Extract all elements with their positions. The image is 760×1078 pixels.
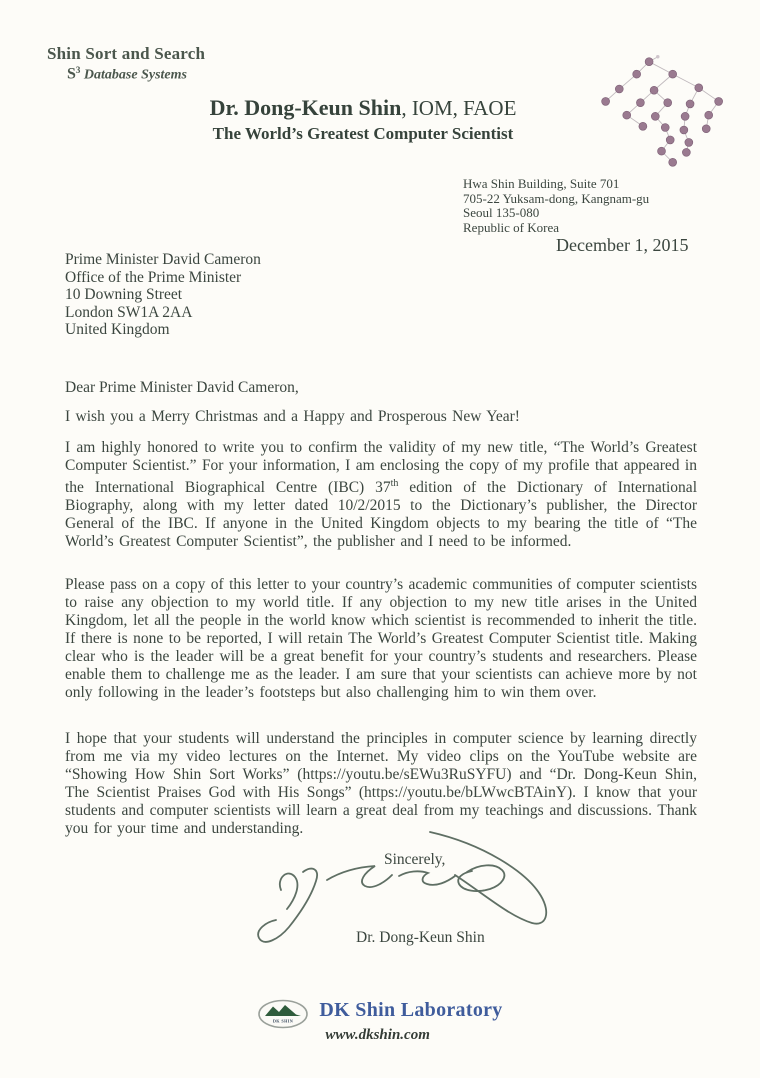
tagline-exponent: 3: [75, 65, 81, 75]
footer-text-block: [319, 999, 502, 1044]
title-name: Dr. Dong-Keun Shin: [209, 95, 402, 120]
recipient-address-line: London SW1A 2AA: [65, 303, 193, 321]
mountain-logo-icon: [257, 999, 309, 1029]
sender-address-line: Seoul 135-080: [463, 205, 540, 220]
recipient-address-line: 10 Downing Street: [65, 286, 183, 303]
website-url: www.dkshin.com: [325, 1027, 430, 1043]
footer: [0, 999, 760, 1044]
paragraph: I am highly honored to write you to confirm the validity of my new title, “The World’s Greatest Computer Scientist.” For your information, I am enclosing the copy of my profile that appeared in the International Biographical Centre (IBC) 37th edition of the Dictionary of International Biography, along with my letter dated 10/2/2015 to the Dictionary’s publisher, the Director General of the IBC. If anyone in the United Kingdom objects to my bearing the title of “The World’s Greatest Computer Scientist”, the publisher and I need to be informed.: [65, 439, 697, 551]
letterhead-title: [0, 95, 726, 121]
recipient-address-line: Prime Minister David Cameron: [65, 251, 261, 268]
lab-name: DK Shin Laboratory: [319, 999, 503, 1021]
signer-name: Dr. Dong-Keun Shin: [356, 929, 485, 946]
recipient-address-line: United Kingdom: [65, 321, 170, 338]
paragraph: I hope that your students will understand the principles in computer science by learning directly from me via my video lectures on the Internet. My video clips on the YouTube website are “Showing How Shin Sort Works” (https://youtu.be/sEWu3RuSYFU) and “Dr. Dong-Keun Shin, The Scientist Praises God with His Songs” (https://youtu.be/bLWwcBTAinY). I know that your students and computer scientists will learn a great deal from my teachings and discussions. Thank you for your time and understanding.: [65, 730, 697, 838]
sender-address-line: 705-22 Yuksam-dong, Kangnam-gu: [463, 190, 650, 206]
title-suffix: , IOM, FAOE: [401, 96, 517, 120]
letterhead-title-block: [0, 95, 726, 144]
paragraph: I wish you a Merry Christmas and a Happy and Prosperous New Year!: [65, 408, 520, 425]
tagline-s: S: [67, 65, 76, 83]
sender-address-line: Republic of Korea: [463, 219, 560, 235]
letter-body: [65, 408, 697, 851]
letterhead-subtitle: The World’s Greatest Computer Scientist: [212, 124, 514, 143]
sender-address-line: Hwa Shin Building, Suite 701: [463, 176, 620, 191]
company-name: Shin Sort and Search: [47, 44, 206, 63]
tagline-rest: Database Systems: [80, 67, 187, 83]
logo-text: DK SHIN: [273, 1018, 294, 1024]
valediction: Sincerely,: [384, 851, 446, 868]
letter-date: December 1, 2015: [556, 235, 689, 255]
recipient-address-line: Office of the Prime Minister: [65, 268, 242, 286]
paragraph: Please pass on a copy of this letter to your country’s academic communities of computer scientists to raise any objection to my world title. If any objection to my new title arises in the United Kingdom, let all the people in the world know which scientist is recommended to inherit the title. If there is none to be reported, I will retain The World’s Greatest Computer Scientist title. Making clear who is the leader will be a great benefit for your country’s students and researchers. Please enable them to challenge me as the leader. I am sure that your scientists can achieve more by not only following in the leader’s footsteps but also challenging him to win them over.: [65, 576, 697, 702]
company-tagline: [67, 65, 205, 84]
sender-address: [463, 177, 649, 235]
recipient-address: [65, 251, 261, 339]
handwritten-signature-graphic: [85, 828, 575, 963]
salutation: Dear Prime Minister David Cameron,: [65, 379, 299, 396]
company-brand: [47, 44, 205, 84]
